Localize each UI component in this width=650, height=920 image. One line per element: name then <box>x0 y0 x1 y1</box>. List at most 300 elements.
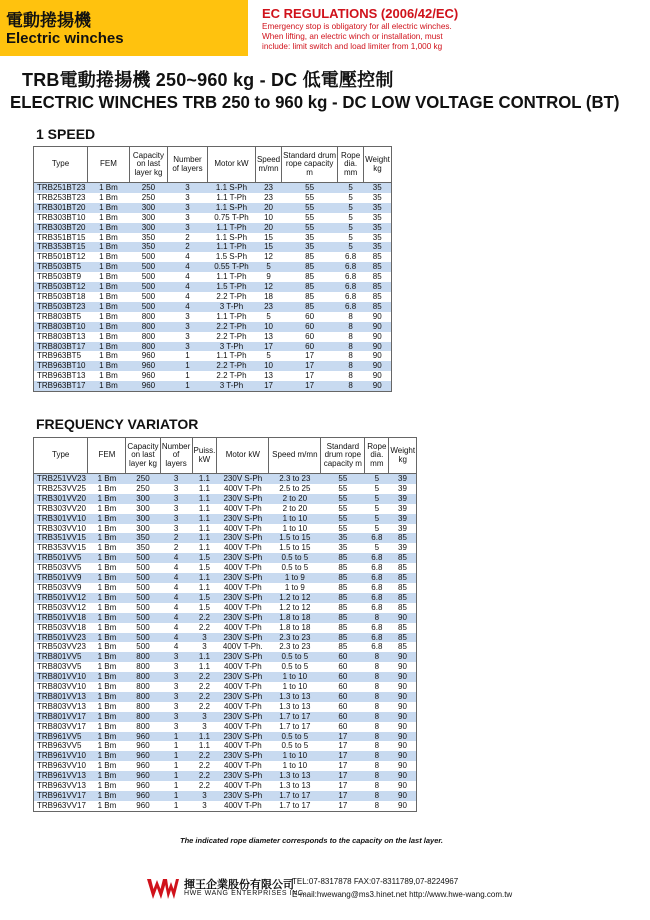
table-cell: 3 <box>185 341 190 351</box>
table-cell: 1.1 T-Ph <box>216 222 247 232</box>
table-cell: 23 <box>264 183 273 192</box>
table-cell: 1 to 10 <box>282 751 308 761</box>
table-cell: 5 <box>374 483 380 493</box>
table-cell: 35 <box>364 213 392 223</box>
table-row <box>34 682 417 692</box>
table-cell: TRB303BT10 <box>34 213 88 223</box>
table-cell: 1 Bm <box>97 781 117 791</box>
table-cell: 55 <box>338 483 348 493</box>
table-cell: 3 <box>173 691 179 701</box>
table-cell: 1 Bm <box>99 291 118 301</box>
table-cell: 1 Bm <box>99 202 118 212</box>
table-cell: 230V S-Ph <box>223 791 263 800</box>
table-cell: 500 <box>136 563 150 573</box>
table-cell: TRB803BT5 <box>34 312 88 322</box>
page-title-zh: TRB電動捲揚機 250~960 kg - DC 低電壓控制 <box>22 70 394 90</box>
table-cell: 0.5 to 5 <box>281 553 309 563</box>
table-cell: 230V S-Ph <box>223 672 263 682</box>
table-cell: 35 <box>364 233 392 243</box>
table-cell: 1 <box>173 731 179 741</box>
table-row <box>34 732 417 742</box>
table-cell: 1 Bm <box>99 381 118 391</box>
table-cell: 1 Bm <box>97 553 117 563</box>
table-cell: 1 Bm <box>97 771 117 781</box>
table-cell: TRB503BT9 <box>34 272 88 282</box>
table-cell: 4 <box>185 272 190 282</box>
table-cell: 1.3 to 13 <box>279 691 311 701</box>
table-cell: 3 <box>173 513 179 523</box>
ec-regulations-title: EC REGULATIONS (2006/42/EC) <box>262 6 459 21</box>
table-cell: 1.1 <box>198 493 210 503</box>
table-cell: 1.1 <box>198 483 210 493</box>
table-cell: 1.7 to 17 <box>279 711 311 721</box>
table-cell: 0.75 T-Ph <box>214 212 249 222</box>
table-cell: 35 <box>364 203 392 213</box>
table-cell: 8 <box>374 612 380 622</box>
table-cell: TRB303VV10 <box>34 524 88 534</box>
table-cell: TRB801VV13 <box>34 692 88 702</box>
table-cell: 35 <box>364 183 392 193</box>
table-cell: 6.8 <box>371 582 383 592</box>
table-cell: 85 <box>338 602 348 612</box>
table-cell: 60 <box>338 691 348 701</box>
table-row <box>34 292 392 302</box>
table-cell: 1 Bm <box>97 483 117 493</box>
table-cell: 5 <box>348 212 353 222</box>
table-cell: 1 Bm <box>97 563 117 573</box>
table-cell: 3 <box>185 192 190 202</box>
table-row <box>34 474 417 484</box>
table-cell: 10 <box>264 361 273 371</box>
table-cell: 1 Bm <box>97 632 117 642</box>
table-cell: 10 <box>264 212 273 222</box>
table-cell: 85 <box>364 292 392 302</box>
table-cell: 55 <box>338 523 348 533</box>
table-cell: 2 <box>185 232 190 242</box>
table-cell: 2.2 <box>198 751 210 761</box>
table-cell: 230V S-Ph <box>223 771 263 781</box>
table-cell: 1.5 T-Ph <box>216 282 247 292</box>
table-cell: TRB803VV17 <box>34 722 88 732</box>
table-cell: 1.5 <box>198 602 210 612</box>
table-cell: 85 <box>389 533 417 543</box>
table-cell: 1 Bm <box>99 262 118 272</box>
table-cell: 1 Bm <box>97 800 117 810</box>
table-cell: 800 <box>136 662 150 672</box>
table-cell: 2.2 <box>198 622 210 632</box>
table-cell: 1 <box>173 761 179 771</box>
table-cell: 1.1 <box>198 573 210 583</box>
table-cell: 55 <box>305 192 315 202</box>
table-row <box>34 692 417 702</box>
table-cell: 230V S-Ph <box>223 691 263 701</box>
table-cell: 3 <box>185 321 190 331</box>
table-cell: 3 <box>173 493 179 503</box>
table-cell: 400V T-Ph <box>224 662 262 672</box>
table-cell: 10 <box>264 321 273 331</box>
table-cell: 300 <box>141 212 156 222</box>
table-cell: 230V S-Ph <box>223 612 263 622</box>
table-cell: TRB963BT5 <box>34 351 88 361</box>
table-cell: 1 Bm <box>99 301 118 311</box>
table-cell: 800 <box>141 321 156 331</box>
table-cell: 3 <box>173 682 179 692</box>
table-cell: 60 <box>338 711 348 721</box>
table-cell: 4 <box>173 632 179 642</box>
table-cell: 400V T-Ph <box>224 523 262 533</box>
table-cell: 90 <box>389 692 417 702</box>
table-cell: 500 <box>136 632 150 642</box>
table-cell: 3 <box>173 721 179 731</box>
table-row <box>34 642 417 652</box>
table-cell: 400V T-Ph <box>224 781 262 791</box>
table-cell: 1 Bm <box>99 183 118 192</box>
table-cell: TRB503VV23 <box>34 642 88 652</box>
table-cell: 4 <box>173 612 179 622</box>
table-cell: 85 <box>389 593 417 603</box>
table-cell: 0.5 to 5 <box>281 563 309 573</box>
table-cell: 230V S-Ph <box>223 513 263 523</box>
table-cell: 960 <box>136 771 150 781</box>
table-cell: 3 <box>173 483 179 493</box>
table-row <box>34 262 392 272</box>
table-cell: 1.1 S-Ph <box>215 183 248 192</box>
table-cell: TRB353BT15 <box>34 242 88 252</box>
table-cell: 35 <box>338 543 348 553</box>
table-cell: 8 <box>348 311 353 321</box>
table-cell: 2.2 <box>198 781 210 791</box>
company-name-zh: 揮王企業股份有限公司 <box>184 879 294 891</box>
table-cell: 230V S-Ph <box>223 553 263 563</box>
table-cell: 85 <box>389 642 417 652</box>
table-cell: 1.3 to 13 <box>279 701 311 711</box>
table-cell: 3 <box>173 503 179 513</box>
table-cell: 5 <box>348 192 353 202</box>
table-row <box>34 242 392 252</box>
table-cell: 1.2 to 12 <box>279 602 311 612</box>
table-cell: 5 <box>374 474 380 483</box>
table-cell: 1.1 T-Ph <box>216 311 247 321</box>
table-cell: 300 <box>141 202 156 212</box>
frequency-variator-section-title: FREQUENCY VARIATOR <box>36 416 199 432</box>
table-cell: TRB803BT17 <box>34 342 88 352</box>
table-row <box>34 543 417 553</box>
table-cell: 350 <box>136 543 150 553</box>
table-cell: 2.3 to 23 <box>279 632 311 642</box>
table-cell: 500 <box>141 272 156 282</box>
rope-diameter-footnote: The indicated rope diameter corresponds to the capacity on the last layer. <box>180 836 443 845</box>
table-cell: 8 <box>374 791 380 800</box>
table-cell: 90 <box>389 672 417 682</box>
table-cell: 5 <box>374 543 380 553</box>
hw-logo-icon <box>146 876 180 902</box>
table-cell: 1 Bm <box>97 612 117 622</box>
column-header: Capacity on last layer kg <box>126 438 160 474</box>
table-cell: 4 <box>173 553 179 563</box>
table-cell: 250 <box>141 183 156 192</box>
table-cell: 90 <box>389 771 417 781</box>
table-row <box>34 751 417 761</box>
table-cell: 1.1 <box>198 741 210 751</box>
column-header: Weight kg <box>364 147 392 183</box>
table-row <box>34 203 392 213</box>
table-cell: 6.8 <box>345 301 357 311</box>
table-cell: 90 <box>389 732 417 742</box>
table-cell: 85 <box>389 553 417 563</box>
table-cell: 3 <box>202 721 207 731</box>
table-cell: TRB503BT12 <box>34 282 88 292</box>
table-cell: 90 <box>364 361 392 371</box>
table-cell: 90 <box>389 613 417 623</box>
table-cell: 90 <box>389 781 417 791</box>
table-cell: 90 <box>389 682 417 692</box>
table-cell: 85 <box>389 573 417 583</box>
table-cell: 13 <box>264 371 273 381</box>
table-cell: TRB803VV5 <box>34 662 88 672</box>
table-cell: 1 Bm <box>97 751 117 761</box>
table-cell: TRB301VV10 <box>34 514 88 524</box>
table-cell: 1.3 to 13 <box>279 771 311 781</box>
table-cell: 6.8 <box>371 563 383 573</box>
column-header: Rope dia. mm <box>338 147 364 183</box>
table-cell: 1 Bm <box>97 701 117 711</box>
ec-regulations-line: Emergency stop is obligatory for all electric winches. <box>262 22 452 31</box>
table-cell: 1.1 T-Ph <box>216 192 247 202</box>
table-row <box>34 213 392 223</box>
table-cell: 6.8 <box>371 553 383 563</box>
column-header: FEM <box>87 147 129 183</box>
table-cell: 85 <box>389 603 417 613</box>
table-cell: 960 <box>141 381 156 391</box>
table-cell: 90 <box>389 761 417 771</box>
table-cell: 500 <box>136 612 150 622</box>
table-cell: 500 <box>141 301 156 311</box>
table-row <box>34 603 417 613</box>
table-cell: 3 <box>202 800 207 810</box>
table-row <box>34 662 417 672</box>
table-cell: 1 Bm <box>99 252 118 262</box>
table-row <box>34 361 392 371</box>
table-cell: 230V S-Ph <box>223 652 263 662</box>
table-cell: 55 <box>305 222 315 232</box>
ec-regulations-line: When lifting, an electric winch or installation, must <box>262 32 443 41</box>
table-row <box>34 702 417 712</box>
table-cell: 1.7 to 17 <box>279 800 311 810</box>
table-cell: 1 Bm <box>97 474 117 483</box>
table-row <box>34 652 417 662</box>
table-cell: TRB351VV15 <box>34 533 88 543</box>
table-cell: 1 Bm <box>97 721 117 731</box>
table-cell: 800 <box>136 652 150 662</box>
table-cell: TRB303VV20 <box>34 504 88 514</box>
table-cell: 3 <box>185 331 190 341</box>
table-cell: 8 <box>374 682 380 692</box>
table-cell: 400V T-Ph <box>224 483 262 493</box>
table-cell: 85 <box>305 262 315 272</box>
table-cell: 85 <box>305 301 315 311</box>
table-cell: 8 <box>374 662 380 672</box>
table-cell: 90 <box>389 791 417 801</box>
table-cell: 6.8 <box>371 573 383 583</box>
table-row <box>34 553 417 563</box>
table-cell: 400V T-Ph <box>224 761 262 771</box>
table-cell: 90 <box>389 702 417 712</box>
table-cell: 400V T-Ph <box>224 582 262 592</box>
table-cell: TRB963VV17 <box>34 801 88 811</box>
table-cell: 3 <box>173 474 179 483</box>
table-cell: TRB501VV12 <box>34 593 88 603</box>
table-cell: 2 to 20 <box>282 493 308 503</box>
table-cell: 1 <box>185 371 190 381</box>
table-cell: 2.5 to 25 <box>279 483 311 493</box>
table-cell: 2.2 T-Ph <box>216 371 247 381</box>
table-cell: 400V T-Ph <box>224 800 262 810</box>
table-row <box>34 484 417 494</box>
table-cell: 12 <box>264 282 273 292</box>
table-cell: 2.2 T-Ph <box>216 331 247 341</box>
table-cell: 35 <box>338 533 348 543</box>
table-cell: 8 <box>348 341 353 351</box>
table-cell: 4 <box>185 291 190 301</box>
table-cell: 960 <box>136 791 150 800</box>
table-cell: 17 <box>338 751 348 761</box>
column-header: Capacity on last layer kg <box>129 147 167 183</box>
table-cell: 1 Bm <box>99 192 118 202</box>
table-cell: 4 <box>185 262 190 272</box>
table-cell: 0.5 to 5 <box>281 741 309 751</box>
table-cell: TRB963BT10 <box>34 361 88 371</box>
table-cell: TRB961VV17 <box>34 791 88 801</box>
column-header: Motor kW <box>207 147 255 183</box>
table-cell: 8 <box>348 371 353 381</box>
table-cell: 17 <box>305 371 315 381</box>
table-cell: 400V T-Ph <box>224 622 262 632</box>
table-cell: 15 <box>264 242 273 252</box>
table-cell: 1.5 S-Ph <box>215 252 248 262</box>
table-cell: 1.5 <box>198 563 210 573</box>
table-cell: 1.1 <box>198 523 210 533</box>
table-cell: 8 <box>374 721 380 731</box>
table-cell: 1 <box>173 751 179 761</box>
table-cell: TRB961VV5 <box>34 732 88 742</box>
table-cell: 1.1 <box>198 652 210 662</box>
table-cell: 2.2 <box>198 691 210 701</box>
table-cell: 90 <box>389 801 417 811</box>
table-cell: 1 to 9 <box>284 573 305 583</box>
table-cell: 350 <box>141 232 156 242</box>
table-cell: 400V T-Ph <box>224 682 262 692</box>
table-cell: TRB501VV23 <box>34 633 88 643</box>
table-row <box>34 563 417 573</box>
table-row <box>34 741 417 751</box>
table-row <box>34 801 417 811</box>
table-cell: 90 <box>364 332 392 342</box>
table-cell: TRB501VV9 <box>34 573 88 583</box>
ec-regulations-line: include: limit switch and load limiter from 1,000 kg <box>262 42 443 51</box>
table-cell: 960 <box>136 731 150 741</box>
table-cell: 0.5 to 5 <box>281 731 309 741</box>
table-cell: 60 <box>338 701 348 711</box>
table-cell: 1 to 10 <box>282 523 308 533</box>
table-cell: 1.5 <box>198 553 210 563</box>
table-cell: TRB253BT23 <box>34 193 88 203</box>
table-cell: 85 <box>338 642 348 652</box>
table-row <box>34 672 417 682</box>
table-cell: 3 <box>173 711 179 721</box>
table-cell: 85 <box>389 623 417 633</box>
table-cell: 90 <box>364 351 392 361</box>
table-cell: 4 <box>173 563 179 573</box>
table-cell: 8 <box>374 711 380 721</box>
table-cell: 800 <box>141 311 156 321</box>
table-cell: 85 <box>364 252 392 262</box>
table-cell: 8 <box>374 672 380 682</box>
table-cell: 6.8 <box>371 602 383 612</box>
table-cell: 2.2 <box>198 612 210 622</box>
table-cell: 5 <box>374 513 380 523</box>
table-cell: 300 <box>136 503 150 513</box>
page-title-en: ELECTRIC WINCHES TRB 250 to 960 kg - DC LOW VOLTAGE CONTROL (BT) <box>10 92 620 112</box>
table-cell: TRB963VV13 <box>34 781 88 791</box>
table-cell: TRB803BT10 <box>34 322 88 332</box>
table-row <box>34 322 392 332</box>
table-cell: 1 Bm <box>99 222 118 232</box>
table-cell: 4 <box>173 592 179 602</box>
table-cell: 800 <box>136 721 150 731</box>
table-row <box>34 791 417 801</box>
table-cell: 85 <box>338 592 348 602</box>
table-cell: 1 Bm <box>97 711 117 721</box>
table-cell: 960 <box>141 361 156 371</box>
table-cell: 1 <box>173 781 179 791</box>
table-row <box>34 504 417 514</box>
table-cell: 5 <box>266 351 271 361</box>
table-row <box>34 282 392 292</box>
table-cell: 3 <box>173 662 179 672</box>
table-cell: 1 Bm <box>97 582 117 592</box>
column-header: Type <box>34 438 88 474</box>
table-cell: 1.1 <box>198 533 210 543</box>
table-cell: 1.2 to 12 <box>279 592 311 602</box>
table-cell: 90 <box>364 342 392 352</box>
table-cell: 8 <box>348 361 353 371</box>
table-cell: 6.8 <box>371 592 383 602</box>
table-row <box>34 332 392 342</box>
table-cell: TRB501BT12 <box>34 252 88 262</box>
table-cell: 500 <box>136 622 150 632</box>
table-cell: 5 <box>266 262 271 272</box>
table-cell: 1 Bm <box>97 533 117 543</box>
table-row <box>34 312 392 322</box>
table-cell: 1 Bm <box>97 602 117 612</box>
table-row <box>34 302 392 312</box>
table-row <box>34 761 417 771</box>
table-cell: 2.2 T-Ph <box>216 291 247 301</box>
table-cell: TRB803VV13 <box>34 702 88 712</box>
table-cell: 8 <box>374 800 380 810</box>
table-cell: 1 Bm <box>99 351 118 361</box>
table-cell: 3 <box>173 672 179 682</box>
table-cell: 5 <box>348 232 353 242</box>
table-cell: 1 to 10 <box>282 761 308 771</box>
table-cell: 1 Bm <box>97 652 117 662</box>
table-cell: 2 <box>173 543 179 553</box>
table-cell: TRB351BT15 <box>34 233 88 243</box>
table-cell: 1 <box>173 771 179 781</box>
table-cell: 90 <box>364 322 392 332</box>
table-cell: 8 <box>374 781 380 791</box>
table-cell: 8 <box>374 652 380 662</box>
